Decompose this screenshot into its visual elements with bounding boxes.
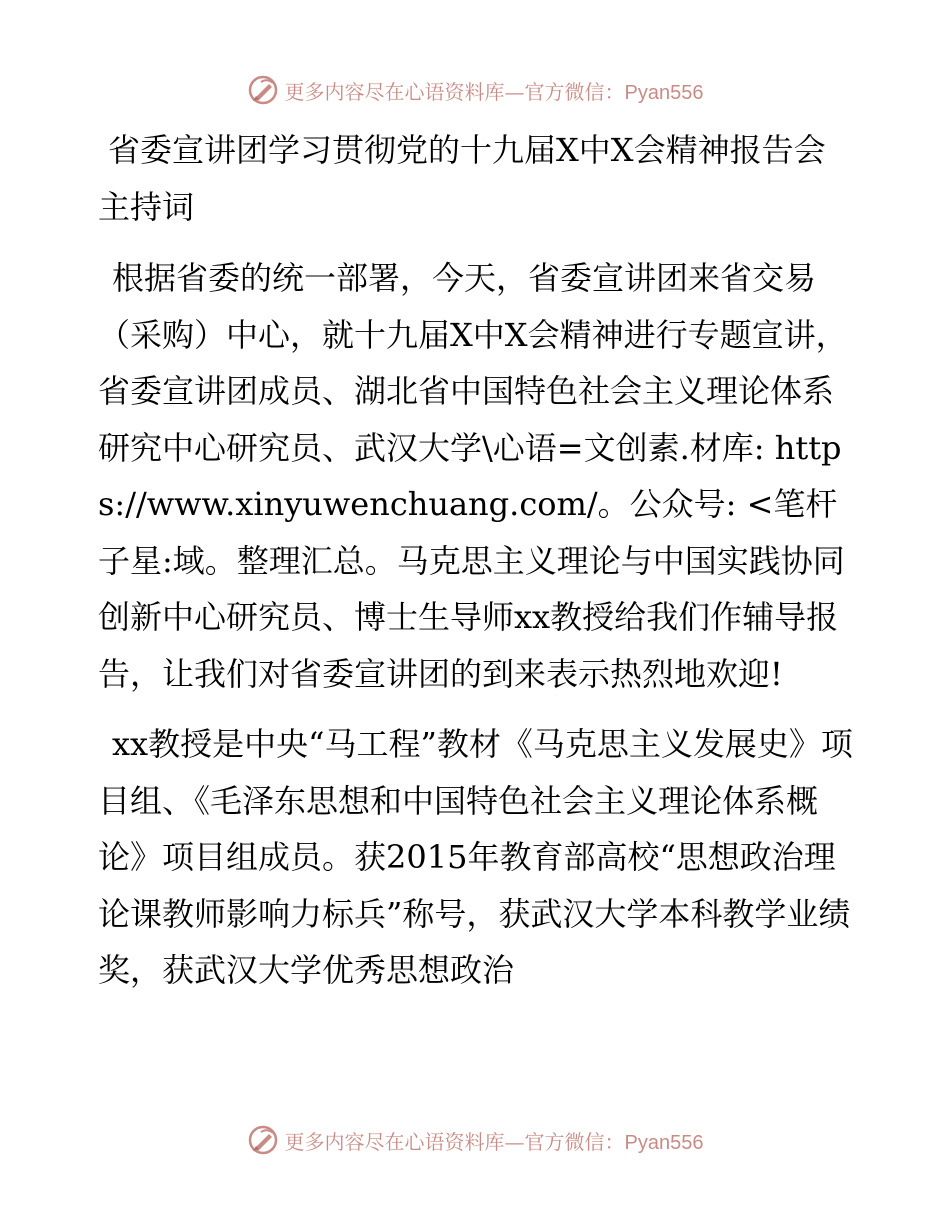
header-watermark-banner: [0, 70, 950, 110]
document-body: [98, 122, 854, 999]
pen-logo-icon: [247, 74, 279, 106]
watermark-text: 更多内容尽在心语资料库—官方微信：Pyan556: [284, 1129, 704, 1154]
document-title: 省委宣讲团学习贯彻党的十九届X中X会精神报告会主持词: [98, 131, 826, 226]
watermark-text: 更多内容尽在心语资料库—官方微信：Pyan556: [284, 79, 704, 104]
wechat-handle: Pyan556: [624, 81, 704, 104]
wechat-handle: Pyan556: [624, 1131, 704, 1154]
paragraph-1: 根据省委的统一部署，今天，省委宣讲团来省交易（采购）中心，就十九届X中X会精神进行专题宣讲，省委宣讲团成员、湖北省中国特色社会主义理论体系研究中心研究员、武汉大学\心语=文创素.材库: https://www.xinyuwenchuang.com/。公众号: <笔杆子星:域。整理汇总。马克思主义理论与中国实践协同创新中心研究员、博士生导师xx教授给我们作辅导报告，让我们对省委宣讲团的到来表示热烈地欢迎!: [98, 259, 848, 693]
paragraph-2: xx教授是中央“马工程”教材《马克思主义发展史》项目组、《毛泽东思想和中国特色社会主义理论体系概论》项目组成员。获2015年教育部高校“思想政治理论课教师影响力标兵”称号，获武汉大学本科教学业绩奖，获武汉大学优秀思想政治: [98, 725, 853, 989]
footer-watermark-banner: [0, 1120, 950, 1160]
pen-logo-icon: [247, 1124, 279, 1156]
